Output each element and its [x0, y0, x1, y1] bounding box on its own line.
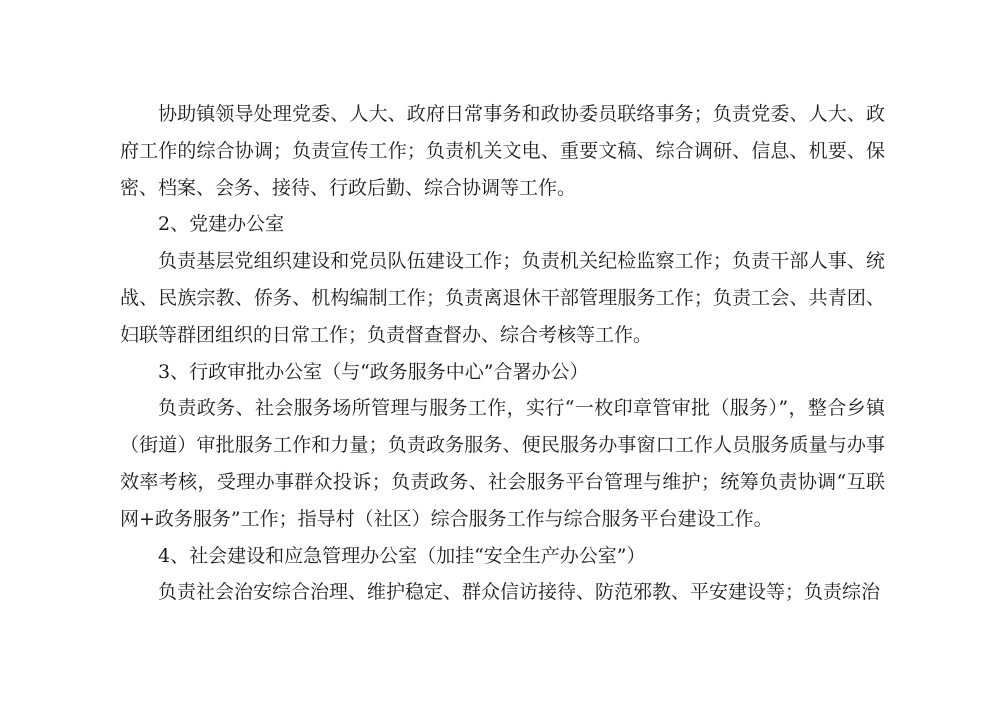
section-heading-social-emergency: 4、社会建设和应急管理办公室（加挂“安全生产办公室”）: [158, 544, 646, 567]
paragraph-administrative-approval: 负责政务、社会服务场所管理与服务工作，实行“一枚印章管审批（服务）”，整合乡镇（街道）审批服务工作和力量；负责政务服务、便民服务办事窗口工作人员服务质量与办事效率考核，受理办事群众投诉；负责政务、社会服务平台管理与维护；统筹负责协调“互联网+政务服务”工作；指导村（社区）综合服务工作与综合服务平台建设工作。: [120, 397, 885, 530]
paragraph-party-building: 负责基层党组织建设和党员队伍建设工作；负责机关纪检监察工作；负责干部人事、统战、民族宗教、侨务、机构编制工作；负责离退休干部管理服务工作；负责工会、共青团、妇联等群团组织的日常工作；负责督查督办、综合考核等工作。: [120, 250, 885, 346]
section-heading-administrative-approval: 3、行政审批办公室（与“政务服务中心”合署办公）: [158, 360, 589, 383]
paragraph-social-emergency: 负责社会治安综合治理、维护稳定、群众信访接待、防范邪教、平安建设等；负责综治: [158, 581, 881, 604]
document-body: [120, 96, 885, 611]
paragraph-office-duties: 协助镇领导处理党委、人大、政府日常事务和政协委员联络事务；负责党委、人大、政府工作的综合协调；负责宣传工作；负责机关文电、重要文稿、综合调研、信息、机要、保密、档案、会务、接待、行政后勤、综合协调等工作。: [120, 103, 885, 199]
section-heading-party-building: 2、党建办公室: [158, 213, 285, 236]
